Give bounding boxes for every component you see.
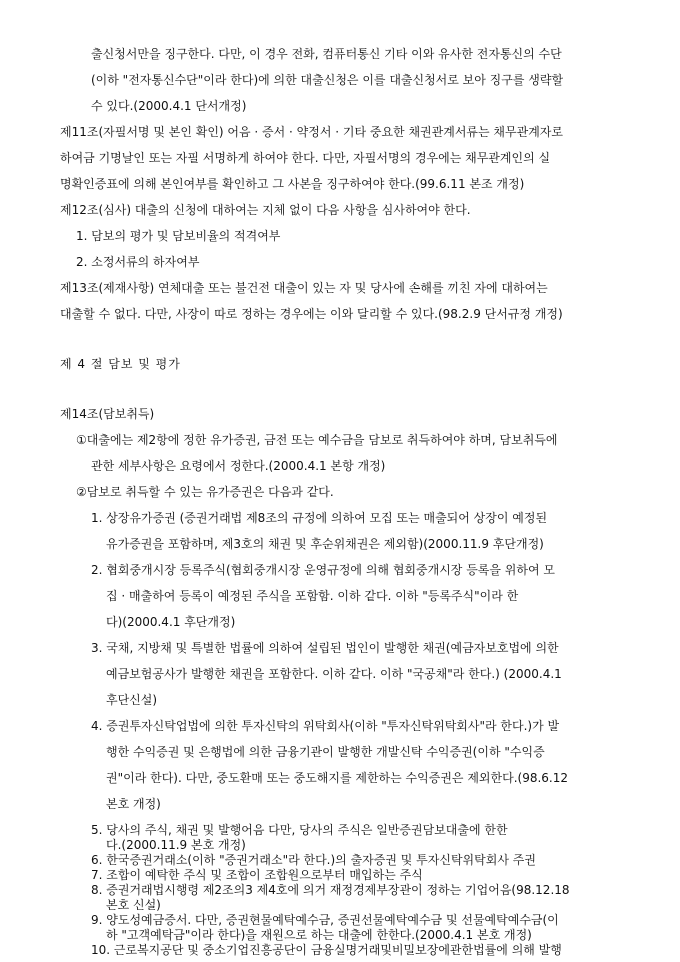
list-item: 6. 한국증권거래소(이하 "증권거래소"라 한다.)의 출자증권 및 투자신탁위탁회사 주권 (91, 853, 536, 867)
text-line: 본호 개정) (106, 797, 161, 811)
text-line: 다)(2000.4.1 후단개정) (106, 615, 236, 629)
list-item: 1. 상장유가증권 (증권거래법 제8조의 규정에 의하여 모집 또는 매출되어 상장이 예정된 (91, 511, 548, 525)
list-item: 3. 국채, 지방채 및 특별한 법률에 의하여 설립된 법인이 발행한 채권(예금자보호법에 의한 (91, 641, 559, 655)
list-item: 5. 당사의 주식, 채권 및 발행어음 다만, 당사의 주식은 일반증권담보대출에 한한 (91, 823, 508, 837)
text-line: 관한 세부사항은 요령에서 정한다.(2000.4.1 본항 개정) (91, 459, 386, 473)
list-item: 8. 증권거래법시행령 제2조의3 제4호에 의거 재정경제부장관이 정하는 기업어음(98.12.18 (91, 883, 570, 897)
list-item: 10. 근로복지공단 및 중소기업진흥공단이 금융실명거래및비밀보장에관한법률에 의해 발행 (91, 943, 562, 957)
text-line: 예금보험공사가 발행한 채권을 포함한다. 이하 같다. 이하 "국공채"라 한다.) (2000.4.1 (106, 667, 562, 681)
text-line: 다.(2000.11.9 본호 개정) (106, 838, 246, 852)
list-item: 9. 양도성예금증서. 다만, 증권현물예탁예수금, 증권선물예탁예수금 및 선물예탁예수금(이 (91, 913, 559, 927)
text-line: 하여금 기명날인 또는 자필 서명하게 하여야 한다. 다만, 자필서명의 경우에는 채무관계인의 실 (60, 151, 551, 165)
text-line: 권"이라 한다). 다만, 중도환매 또는 중도해지를 제한하는 수익증권은 제외한다.(98.6.12 (106, 771, 568, 785)
section-heading: 제 4 절 담보 및 평가 (60, 357, 181, 371)
article-14-title: 제14조(담보취득) (60, 407, 155, 421)
list-item: 2. 소정서류의 하자여부 (76, 255, 200, 269)
paragraph-1: ①대출에는 제2항에 정한 유가증권, 금전 또는 예수금을 담보로 취득하여야 하며, 담보취득에 (76, 433, 558, 447)
article-11: 제11조(자필서명 및 본인 확인) 어음 · 증서 · 약정서 · 기타 중요한 채권관계서류는 채무관계자로 (60, 125, 563, 139)
list-item: 7. 조합이 예탁한 주식 및 조합이 조합원으로부터 매입하는 주식 (91, 868, 423, 882)
list-item: 4. 증권투자신탁업법에 의한 투자신탁의 위탁회사(이하 "투자신탁위탁회사"라 한다.)가 발 (91, 719, 560, 733)
text-line: 수 있다.(2000.4.1 단서개정) (91, 99, 247, 113)
text-line: 유가증권을 포함하며, 제3호의 채권 및 후순위채권은 제외함)(2000.11.9 후단개정) (106, 537, 544, 551)
text-line: 대출할 수 없다. 다만, 사장이 따로 정하는 경우에는 이와 달리할 수 있다.(98.2.9 단서규정 개정) (60, 307, 563, 321)
article-12: 제12조(심사) 대출의 신청에 대하여는 지체 없이 다음 사항을 심사하여야 한다. (60, 203, 471, 217)
text-line: 집 · 매출하여 등록이 예정된 주식을 포함함. 이하 같다. 이하 "등록주식"이라 한 (106, 589, 519, 603)
text-line: 본호 신설) (106, 898, 161, 912)
list-item: 1. 담보의 평가 및 담보비율의 적격여부 (76, 229, 281, 243)
text-line: (이하 "전자통신수단"이라 한다)에 의한 대출신청은 이를 대출신청서로 보아 징구를 생략할 (91, 73, 564, 87)
text-line: 행한 수익증권 및 은행법에 의한 금융기관이 발행한 개발신탁 수익증권(이하 "수익증 (106, 745, 545, 759)
text-line: 하 "고객예탁금"이라 한다)을 재원으로 하는 대출에 한한다.(2000.4.1 본호 개정) (106, 928, 532, 942)
list-item: 2. 협회중개시장 등록주식(협회중개시장 운영규정에 의해 협회중개시장 등록을 위하여 모 (91, 563, 555, 577)
text-line: 명확인증표에 의해 본인여부를 확인하고 그 사본을 징구하여야 한다.(99.6.11 본조 개정) (60, 177, 525, 191)
paragraph-2: ②담보로 취득할 수 있는 유가증권은 다음과 같다. (76, 485, 334, 499)
text-line: 후단신설) (106, 693, 158, 707)
text-line: 출신청서만을 징구한다. 다만, 이 경우 전화, 컴퓨터통신 기타 이와 유사한 전자통신의 수단 (91, 47, 562, 61)
article-13: 제13조(제재사항) 연체대출 또는 불건전 대출이 있는 자 및 당사에 손해를 끼친 자에 대하여는 (60, 281, 548, 295)
